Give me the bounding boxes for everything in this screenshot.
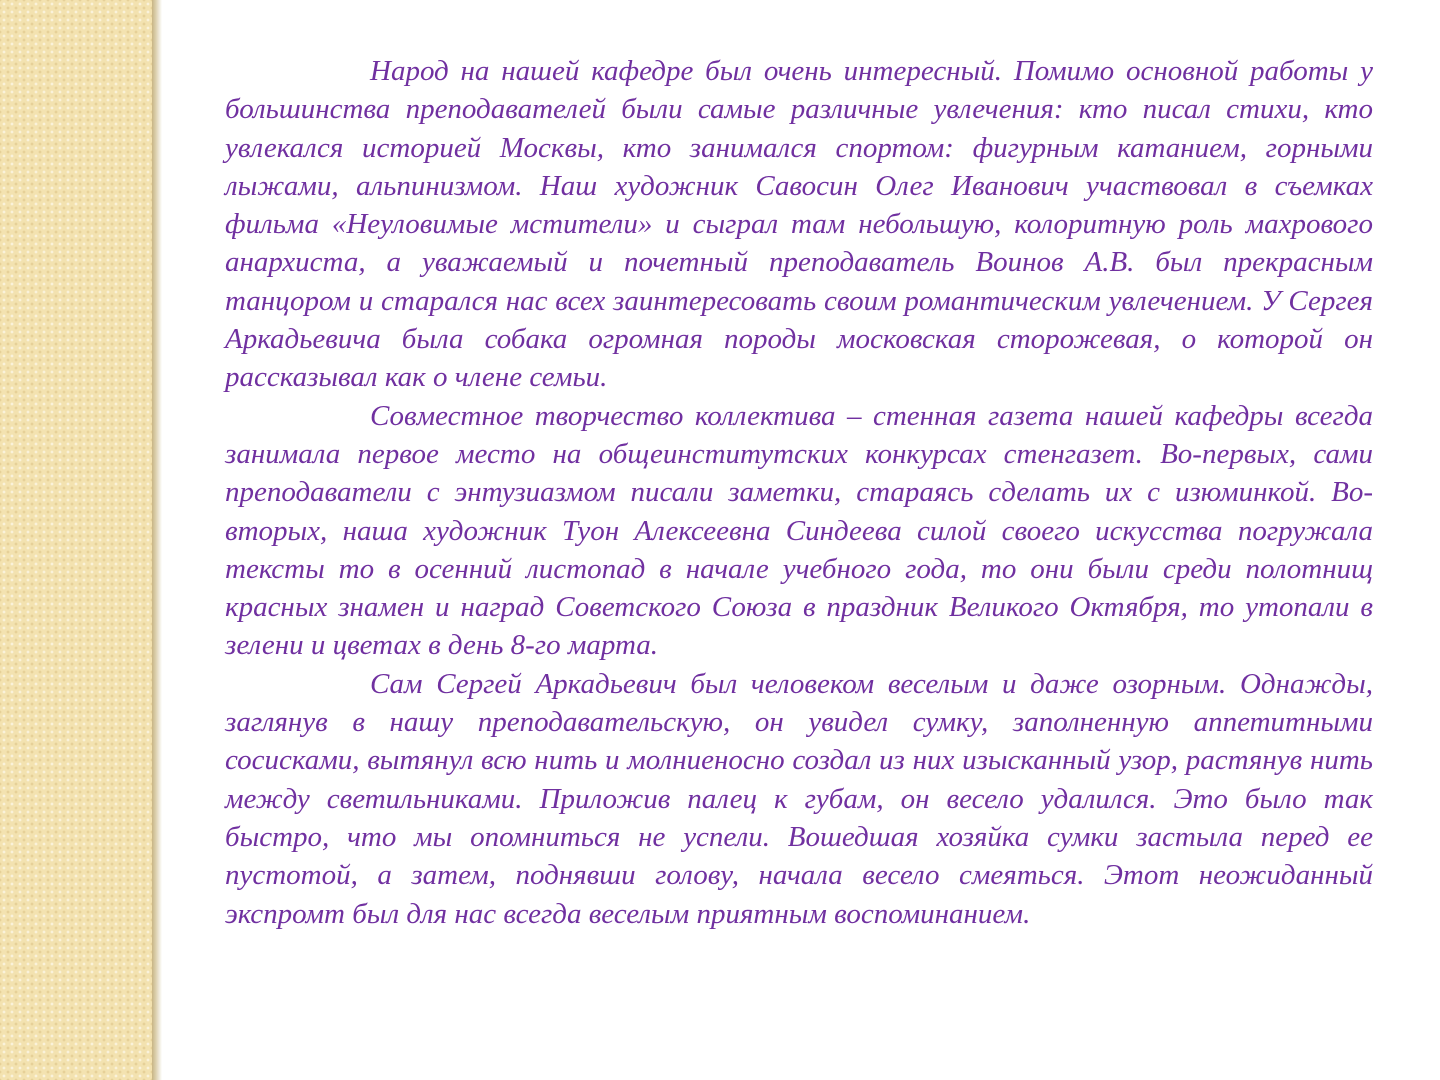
paragraph-2: Совместное творчество коллектива – стенная газета нашей кафедры всегда занимала первое место на общеинститутских конкурсах стенгазет. Во-первых, сами преподаватели с энтузиазмом писали заметки, стараясь сделать их с изюминкой. Во-вторых, наша художник Туон Алексеевна Синдеева силой своего искусства погружала тексты то в осенний листопад в начале учебного года, то они были среди полотнищ красных знамен и наград Советского Союза в праздник Великого Октября, то утопали в зелени и цветах в день 8-го марта.: [225, 399, 1373, 662]
paragraph-1: Народ на нашей кафедре был очень интересный. Помимо основной работы у большинства преподавателей были самые различные увлечения: кто писал стихи, кто увлекался историей Москвы, кто занимался спортом: фигурным катанием, горными лыжами, альпинизмом. Наш художник Савосин Олег Иванович участвовал в съемках фильма «Неуловимые мстители» и сыграл там небольшую, колоритную роль махрового анархиста, а уважаемый и почетный преподаватель Воинов А.В. был прекрасным танцором и старался нас всех заинтересовать своим романтическим увлечением. У Сергея Аркадьевича была собака огромная породы московская сторожевая, о которой он рассказывал как о члене семьи.: [225, 55, 1373, 394]
side-band-shadow: [152, 0, 162, 1080]
text-body: [225, 52, 1373, 933]
decorative-side-band: [0, 0, 152, 1080]
paragraph-3: Сам Сергей Аркадьевич был человеком веселым и даже озорным. Однажды, заглянув в нашу преподавательскую, он увидел сумку, заполненную аппетитными сосисками, вытянул всю нить и молниеносно создал из них изысканный узор, растянув нить между светильниками. Приложив палец к губам, он весело удалился. Это было так быстро, что мы опомниться не успели. Вошедшая хозяйка сумки застыла перед ее пустотой, а затем, поднявши голову, начала весело смеяться. Этот неожиданный экспромт был для нас всегда веселым приятным воспоминанием.: [225, 667, 1373, 930]
